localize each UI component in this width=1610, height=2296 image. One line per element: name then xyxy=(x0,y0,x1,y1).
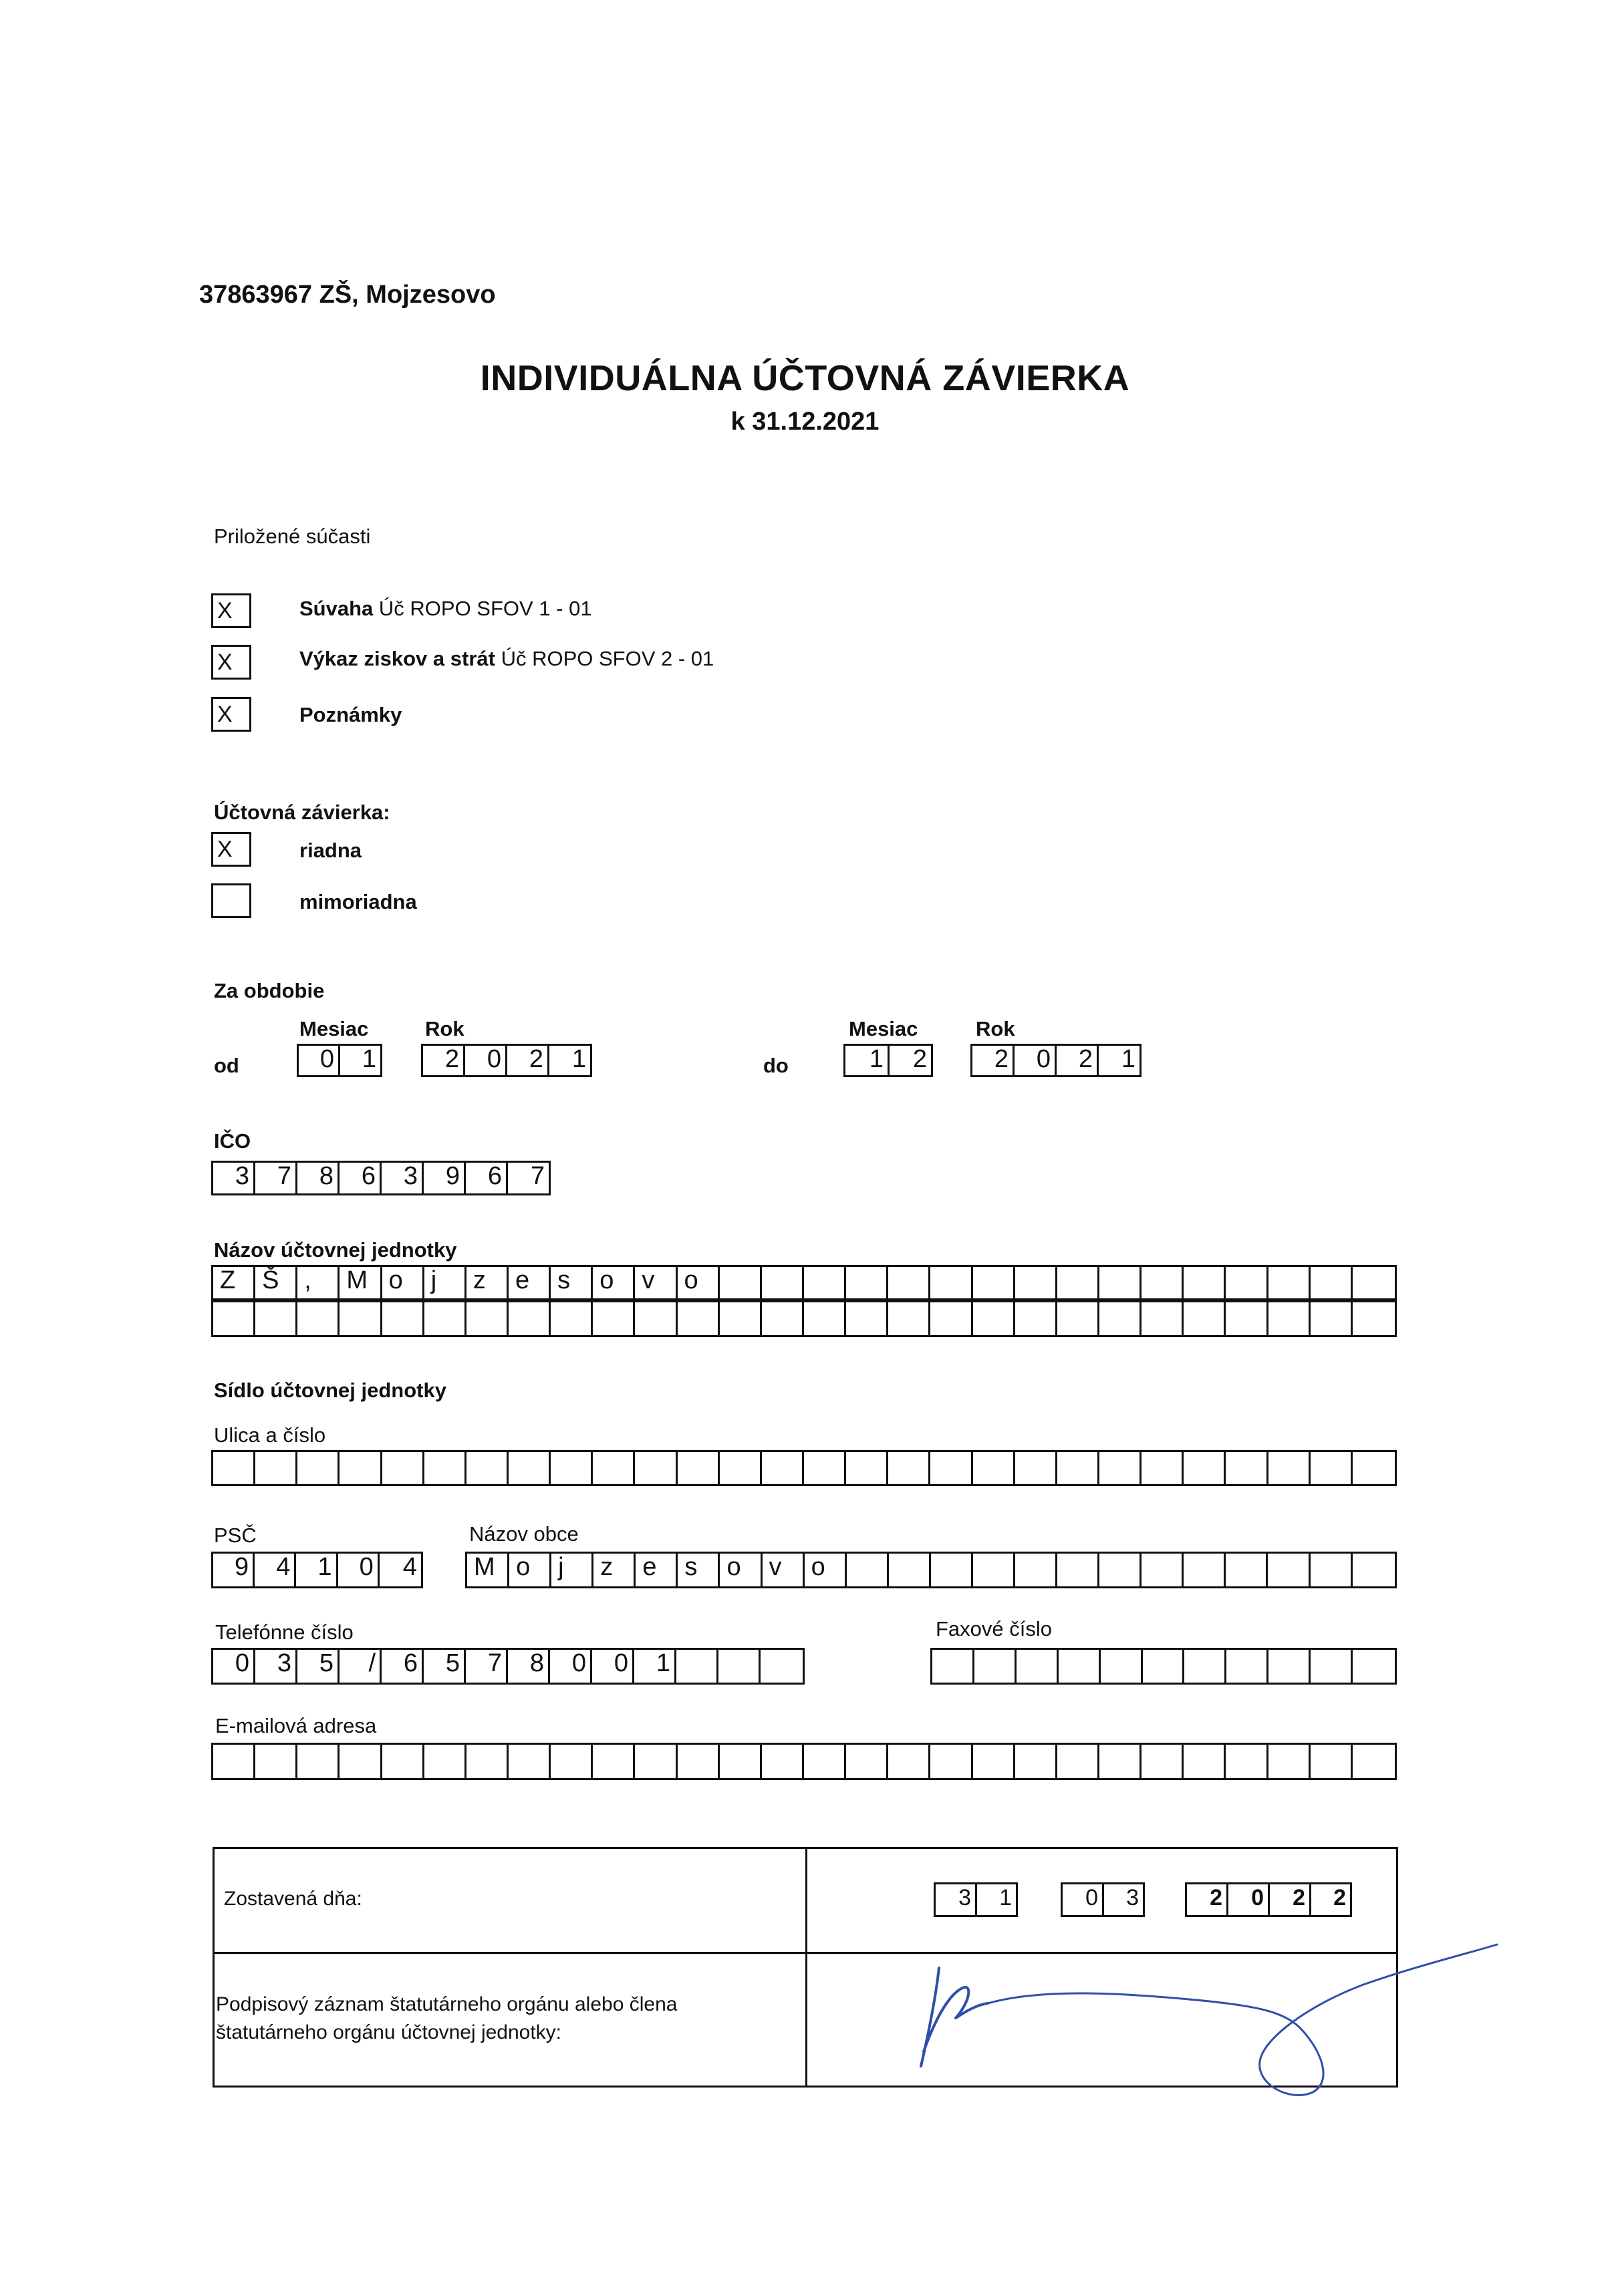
closing-type-heading: Účtovná závierka: xyxy=(214,801,390,824)
char-box: / xyxy=(340,1650,382,1683)
char-box: 6 xyxy=(382,1650,424,1683)
char-box: Š xyxy=(255,1267,297,1300)
digit-box: 3 xyxy=(1126,1885,1139,1910)
option-mimoriadna: mimoriadna xyxy=(299,890,417,913)
char-box: e xyxy=(509,1267,551,1300)
digit-box: 0 xyxy=(1063,1884,1104,1915)
digit-box: 1 xyxy=(845,1046,890,1075)
char-box: 0 xyxy=(338,1554,380,1586)
seat-heading: Sídlo účtovnej jednotky xyxy=(214,1379,446,1402)
from-label: od xyxy=(214,1054,239,1077)
option-riadna: riadna xyxy=(299,839,362,862)
char-box: e xyxy=(636,1554,678,1586)
char-box: s xyxy=(678,1554,720,1586)
digit-box: 8 xyxy=(297,1163,340,1193)
from-month-label: Mesiac xyxy=(299,1017,369,1040)
attachment-code: Úč ROPO SFOV 2 - 01 xyxy=(501,647,714,670)
ico-label: IČO xyxy=(214,1129,251,1153)
digit-box: 1 xyxy=(571,1045,586,1073)
checkbox-riadna[interactable]: X xyxy=(211,832,251,867)
email-label: E-mailová adresa xyxy=(215,1714,377,1737)
checkbox-suvaha[interactable]: X xyxy=(211,593,251,628)
digit-box: 2 xyxy=(423,1046,465,1075)
document-date: k 31.12.2021 xyxy=(730,408,880,436)
digit-box: 2 xyxy=(972,1046,1015,1075)
attachments-heading: Priložené súčasti xyxy=(214,525,371,548)
digit-box: 1 xyxy=(999,1885,1012,1910)
digit-box: 2 xyxy=(507,1046,549,1075)
digit-box: 6 xyxy=(340,1163,382,1193)
char-box: 4 xyxy=(402,1553,417,1581)
city-label: Názov obce xyxy=(469,1522,579,1546)
digit-box: 3 xyxy=(382,1163,424,1193)
char-box: o xyxy=(805,1554,847,1586)
char-box: Z xyxy=(213,1267,255,1300)
digit-box: 7 xyxy=(530,1162,545,1190)
char-box: o xyxy=(382,1267,424,1300)
digit-box: 6 xyxy=(466,1163,508,1193)
to-month-label: Mesiac xyxy=(849,1017,918,1040)
period-heading: Za obdobie xyxy=(214,979,325,1002)
char-box: j xyxy=(551,1554,593,1586)
entity-header: 37863967 ZŠ, Mojzesovo xyxy=(199,281,496,309)
digit-box: 2 xyxy=(1270,1884,1311,1915)
checkbox-vykaz[interactable]: X xyxy=(211,645,251,680)
checkbox-poznamky[interactable]: X xyxy=(211,697,251,732)
digit-box: 3 xyxy=(213,1163,255,1193)
digit-box: 2 xyxy=(1333,1885,1346,1910)
digit-box: 2 xyxy=(1187,1884,1228,1915)
char-box: z xyxy=(593,1554,636,1586)
char-box: o xyxy=(720,1554,762,1586)
char-box: j xyxy=(424,1267,466,1300)
phone-label: Telefónne číslo xyxy=(215,1620,354,1644)
char-box: 7 xyxy=(466,1650,508,1683)
entity-name-label: Názov účtovnej jednotky xyxy=(214,1238,457,1262)
compiled-label: Zostavená dňa: xyxy=(224,1888,362,1910)
digit-box: 1 xyxy=(1121,1045,1135,1073)
char-box: 8 xyxy=(508,1650,550,1683)
char-box: 0 xyxy=(592,1650,634,1683)
digit-box: 0 xyxy=(465,1046,507,1075)
digit-box: 3 xyxy=(936,1884,977,1915)
attachment-name: Súvaha xyxy=(299,597,374,620)
char-box: M xyxy=(340,1267,382,1300)
char-box: o xyxy=(593,1267,635,1300)
from-year-label: Rok xyxy=(425,1017,464,1040)
char-box: 5 xyxy=(424,1650,466,1683)
char-box: M xyxy=(467,1554,509,1586)
digit-box: 2 xyxy=(1057,1046,1099,1075)
char-box: s xyxy=(551,1267,593,1300)
char-box: 5 xyxy=(297,1650,340,1683)
attachment-code: Úč ROPO SFOV 1 - 01 xyxy=(378,597,592,620)
char-box: 3 xyxy=(255,1650,297,1683)
digit-box: 0 xyxy=(1228,1884,1270,1915)
char-box: o xyxy=(509,1554,551,1586)
char-box: 1 xyxy=(296,1554,338,1586)
digit-box: 1 xyxy=(362,1045,376,1073)
signature-label: Podpisový záznam štatutárneho orgánu alebo člena štatutárneho orgánu účtovnej jednotky: xyxy=(216,1993,678,2043)
char-box: v xyxy=(763,1554,805,1586)
signature-strokes xyxy=(921,1945,1497,2095)
char-box: 4 xyxy=(255,1554,296,1586)
digit-box: 7 xyxy=(255,1163,297,1193)
digit-box: 9 xyxy=(424,1163,466,1193)
to-year-label: Rok xyxy=(976,1017,1015,1040)
digit-box: 0 xyxy=(299,1046,340,1075)
digit-box: 0 xyxy=(1015,1046,1057,1075)
char-box: 9 xyxy=(213,1554,255,1586)
street-label: Ulica a číslo xyxy=(214,1423,326,1447)
digit-box: 2 xyxy=(912,1045,927,1073)
to-label: do xyxy=(763,1054,789,1077)
char-box: 0 xyxy=(213,1650,255,1683)
char-box: 0 xyxy=(550,1650,592,1683)
char-box: o xyxy=(678,1267,720,1300)
psc-label: PSČ xyxy=(214,1524,257,1547)
char-box: v xyxy=(635,1267,677,1300)
char-box: , xyxy=(297,1267,340,1300)
document-title: INDIVIDUÁLNA ÚČTOVNÁ ZÁVIERKA xyxy=(480,358,1130,398)
attachment-name: Výkaz ziskov a strát xyxy=(299,647,495,670)
fax-label: Faxové číslo xyxy=(936,1617,1053,1640)
char-box: 1 xyxy=(634,1650,676,1683)
char-box: z xyxy=(466,1267,509,1300)
attachment-poznamky: Poznámky xyxy=(299,703,402,726)
